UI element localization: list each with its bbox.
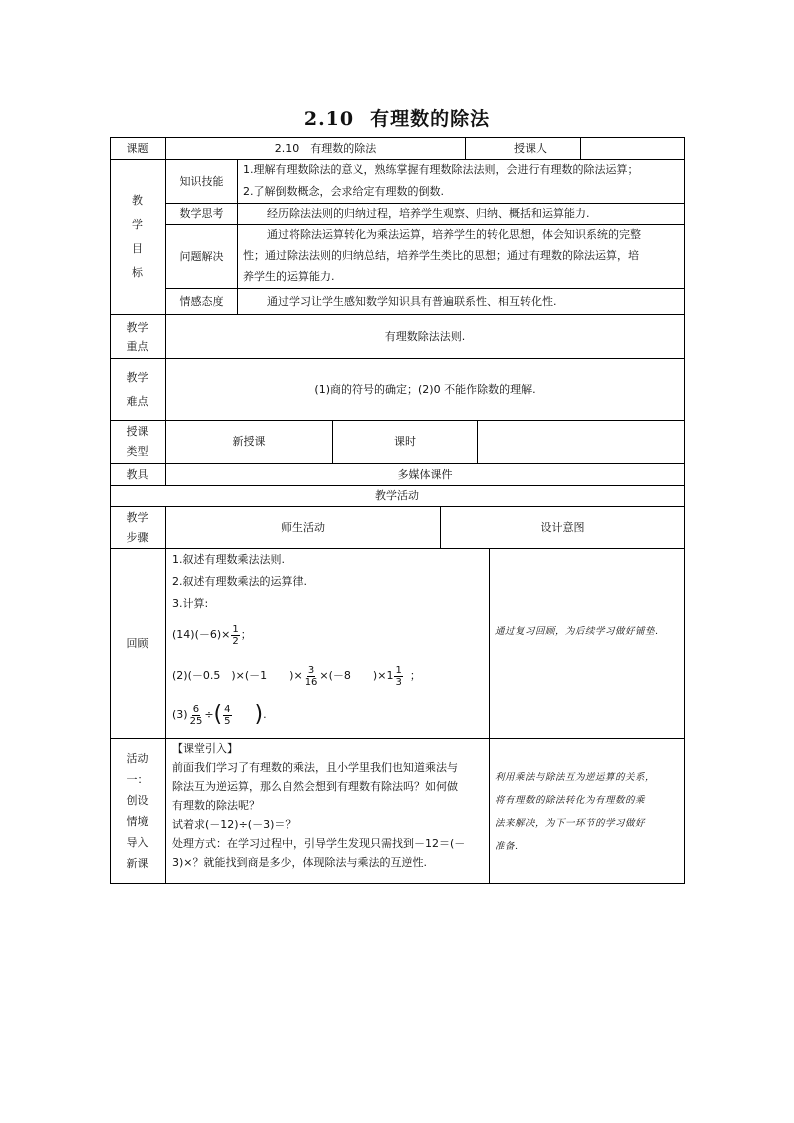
denominator: 5 [224,715,231,727]
title-text: 有理数的除法 [370,108,491,130]
goals-label-char: 学 [132,218,143,231]
key-point-label-line: 重点 [126,339,149,353]
calc-text: . [263,708,267,721]
review-calc-3 [172,700,484,730]
activity1-line: 处理方式：在学习过程中，引导学生发现只需找到－12＝(－ [172,837,466,850]
activity1-line: 除法互为逆运算，那么自然会想到有理数有除法吗？如何做 [172,780,458,793]
goal-name-problem-solving: 问题解决 [179,249,224,263]
steps-label [110,507,165,548]
whole-part: 1 [386,669,394,682]
goal-text-thinking: 经历除法法则的归纳过程，培养学生观察、归纳、概括和运算能力. [267,207,590,220]
key-point-label-line: 教学 [126,320,149,334]
calc-text: ×(－8 )× [319,669,387,682]
numerator: 1 [395,664,402,676]
difficulty-label [110,359,165,420]
fraction [223,704,231,727]
lesson-type-value: 新授课 [232,435,266,448]
goal-line: 2.了解倒数概念，会求给定有理数的倒数. [243,185,444,198]
review-label: 回顾 [126,636,149,650]
difficulty-label-line: 难点 [126,394,149,408]
calc-text: ； [240,628,252,641]
topic-value: 2.10 有理数的除法 [274,141,377,155]
activity1-label-line: 创设 [126,794,149,807]
lesson-type-label-line: 授课 [126,425,149,438]
calc-text: ； [409,669,421,682]
lesson-type-label-line: 类型 [126,445,149,458]
tools-value: 多媒体课件 [397,467,453,481]
review-calc-2 [172,662,484,690]
col-divider [237,159,238,314]
topic-label: 课题 [126,141,149,155]
title-number: 2.10 [303,108,355,130]
key-point-label [110,315,165,358]
calc-text: ÷ [204,708,214,721]
col-header-activity: 师生活动 [281,520,325,534]
difficulty-label-line: 教学 [126,370,149,384]
review-content [172,549,484,615]
table-right-border [684,137,685,884]
calc-text: (14)(－6)× [172,628,231,641]
table-bottom-border [110,883,685,884]
goals-label-char: 标 [132,266,143,279]
review-item: 3.计算: [172,597,209,610]
numerator: 6 [192,703,200,715]
lesson-hours-value [478,421,684,463]
steps-label-line: 步骤 [126,530,149,544]
activity1-label-line: 活动 [126,752,149,765]
intent-line: 准备. [495,841,519,852]
col-header-intent: 设计意图 [540,520,585,534]
goals-label-char: 目 [132,242,143,255]
fraction [189,704,204,727]
activity1-line: 3)×？就能找到商是多少，体现除法与乘法的互逆性. [172,856,428,869]
calc-text: (3) [172,708,188,721]
goals-label [110,160,165,314]
goal-name-knowledge: 知识技能 [179,174,224,188]
difficulty-text: (1)商的符号的确定；(2)0 不能作除数的理解. [314,382,536,396]
lesson-hours-label: 课时 [394,435,416,448]
numerator: 4 [224,703,231,715]
teacher-value [581,138,684,159]
denominator: 25 [189,715,203,727]
activity1-line: 试着求(－12)÷(－3)＝？ [172,818,297,831]
review-intent: 通过复习回顾，为后续学习做好铺垫. [495,626,659,637]
numerator: 1 [232,623,239,635]
denominator: 16 [304,676,318,688]
steps-label-line: 教学 [126,510,149,524]
activity1-content [172,738,484,872]
intent-line: 法来解决，为下一环节的学习做好 [495,818,646,829]
intent-line: 利用乘法与除法互为逆运算的关系， [495,772,656,783]
page-title [0,104,794,131]
paren-right: ) [254,702,264,727]
goal-text-attitude: 通过学习让学生感知数学知识具有普遍联系性、相互转化性. [267,295,557,308]
lesson-type-label [110,421,165,463]
goal-line: 通过将除法运算转化为乘法运算，培养学生的转化思想，体会知识系统的完整 [267,228,641,241]
review-calc-1 [172,622,484,648]
teacher-label: 授课人 [514,141,547,155]
col-divider [165,506,166,883]
tools-label: 教具 [126,467,149,481]
activity1-heading: 【课堂引入】 [172,742,238,755]
activity1-label-line: 情境 [126,815,149,828]
review-item: 2.叙述有理数乘法的运算律. [172,575,307,588]
goal-line: 1.理解有理数除法的意义，熟练掌握有理数除法法则，会进行有理数的除法运算； [243,163,639,176]
goal-line: 性；通过除法法则的归纳总结，培养学生类比的思想；通过有理数的除法运算，培 [243,249,639,262]
intent-line: 将有理数的除法转化为有理数的乘 [495,795,646,806]
fraction [231,624,239,647]
activity1-label [110,739,165,883]
activity1-label-line: 新课 [126,857,149,870]
key-point-text: 有理数除法法则. [384,329,466,343]
activities-header: 教学活动 [375,489,419,502]
goal-name-thinking: 数学思考 [179,207,224,220]
activity1-line: 前面我们学习了有理数的乘法，且小学里我们也知道乘法与 [172,761,458,774]
denominator: 2 [232,635,239,647]
paren-left: ( [213,702,223,727]
goal-line: 养学生的运算能力. [243,270,335,283]
denominator: 3 [395,676,402,688]
activity1-label-line: 导入 [126,836,149,849]
fraction [394,665,402,688]
activity1-label-line: 一： [126,773,149,786]
goal-text-problem-solving [243,224,681,287]
activity1-intent [495,766,680,858]
activity1-line: 有理数的除法呢？ [172,799,260,812]
goal-text-knowledge [243,159,681,203]
fraction [304,665,319,688]
calc-text: (2)(－0.5 )×(－1 )× [172,669,303,682]
numerator: 3 [307,664,315,676]
goal-name-attitude: 情感态度 [179,294,224,308]
goals-label-char: 教 [132,194,143,207]
col-divider [489,548,490,883]
mixed-number [386,665,403,688]
review-item: 1.叙述有理数乘法法则. [172,553,285,566]
